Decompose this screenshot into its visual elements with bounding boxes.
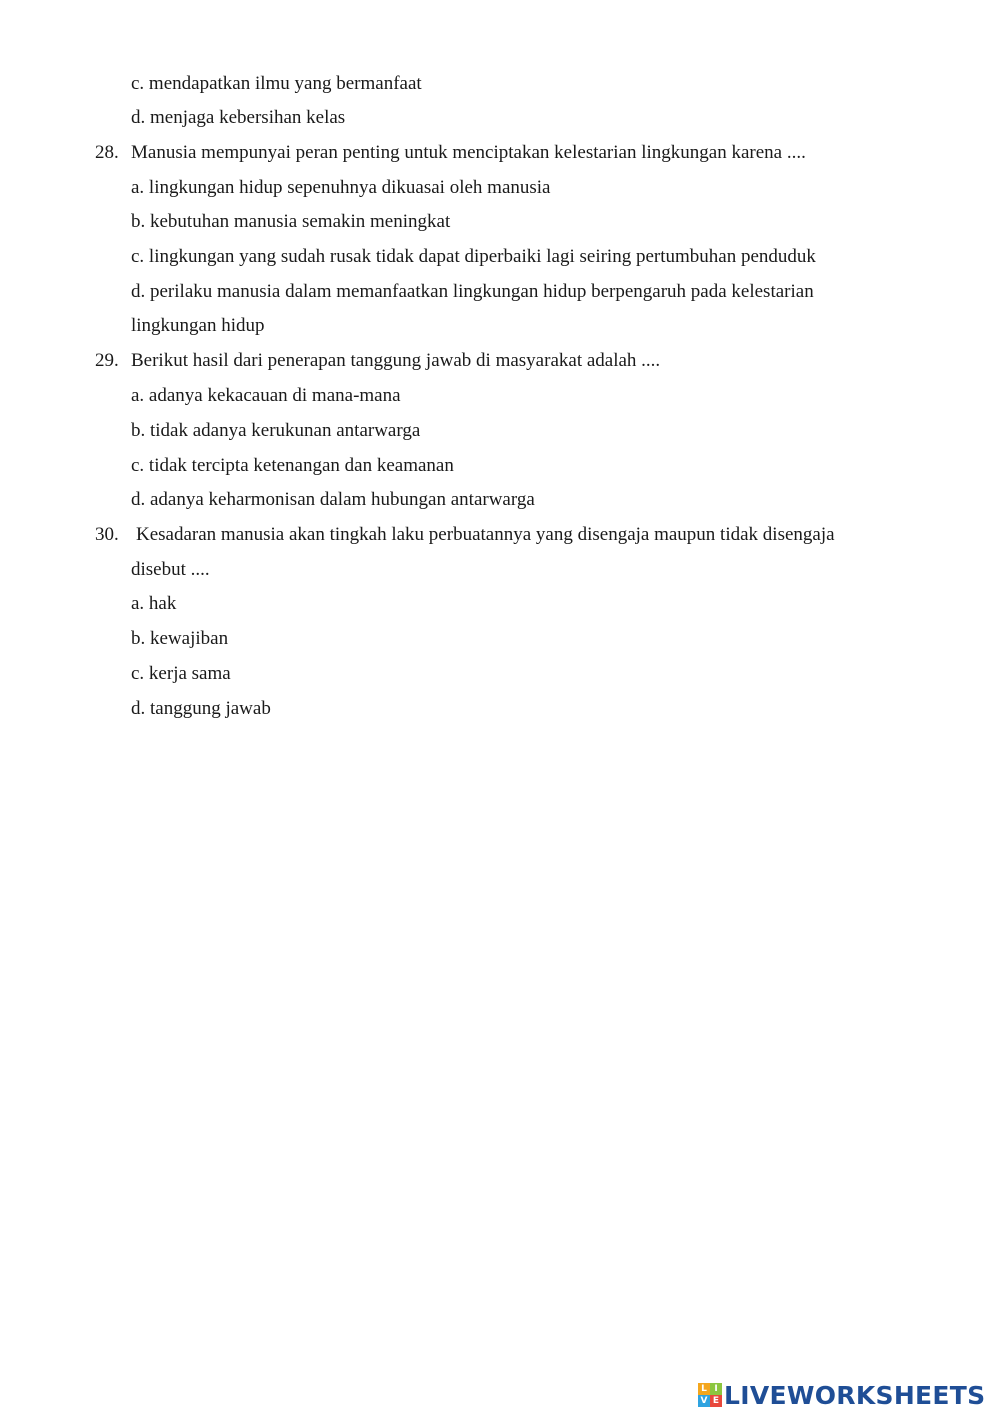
liveworksheets-logo-icon [698, 1383, 722, 1407]
liveworksheets-logo[interactable] [698, 1380, 985, 1410]
logo-icon-tile: E [710, 1395, 722, 1407]
logo-icon-tile: L [698, 1383, 710, 1395]
prev-option-c: c. mendapatkan ilmu yang bermanfaat [131, 73, 422, 94]
option-c: c. lingkungan yang sudah rusak tidak dapat diperbaiki lagi seiring pertumbuhan penduduk [131, 246, 816, 267]
option-b: b. kewajiban [131, 628, 229, 649]
option-c: c. tidak tercipta ketenangan dan keamanan [131, 455, 454, 476]
option-a: a. lingkungan hidup sepenuhnya dikuasai oleh manusia [131, 177, 551, 198]
logo-text: LIVEWORKSHEETS [724, 1380, 986, 1410]
question-number: 29. [95, 350, 119, 371]
question-text: Kesadaran manusia akan tingkah laku perbuatannya yang disengaja maupun tidak disengaja [136, 524, 835, 545]
question-text-continued: disebut .... [131, 559, 210, 580]
option-b: b. tidak adanya kerukunan antarwarga [131, 420, 421, 441]
option-d: d. tanggung jawab [131, 698, 271, 719]
logo-icon-tile: I [710, 1383, 722, 1395]
question-number: 30. [95, 524, 119, 545]
option-d: d. adanya keharmonisan dalam hubungan antarwarga [131, 489, 535, 510]
question-text: Berikut hasil dari penerapan tanggung jawab di masyarakat adalah .... [131, 350, 661, 371]
question-text: Manusia mempunyai peran penting untuk menciptakan kelestarian lingkungan karena .... [131, 142, 806, 163]
logo-icon-tile: V [698, 1395, 710, 1407]
option-c: c. kerja sama [131, 663, 231, 684]
option-a: a. adanya kekacauan di mana-mana [131, 385, 401, 406]
option-d-continued: lingkungan hidup [131, 315, 265, 336]
option-b: b. kebutuhan manusia semakin meningkat [131, 211, 451, 232]
question-number: 28. [95, 142, 119, 163]
option-d: d. perilaku manusia dalam memanfaatkan lingkungan hidup berpengaruh pada kelestarian [131, 281, 814, 302]
prev-option-d: d. menjaga kebersihan kelas [131, 107, 346, 128]
option-a: a. hak [131, 593, 177, 614]
